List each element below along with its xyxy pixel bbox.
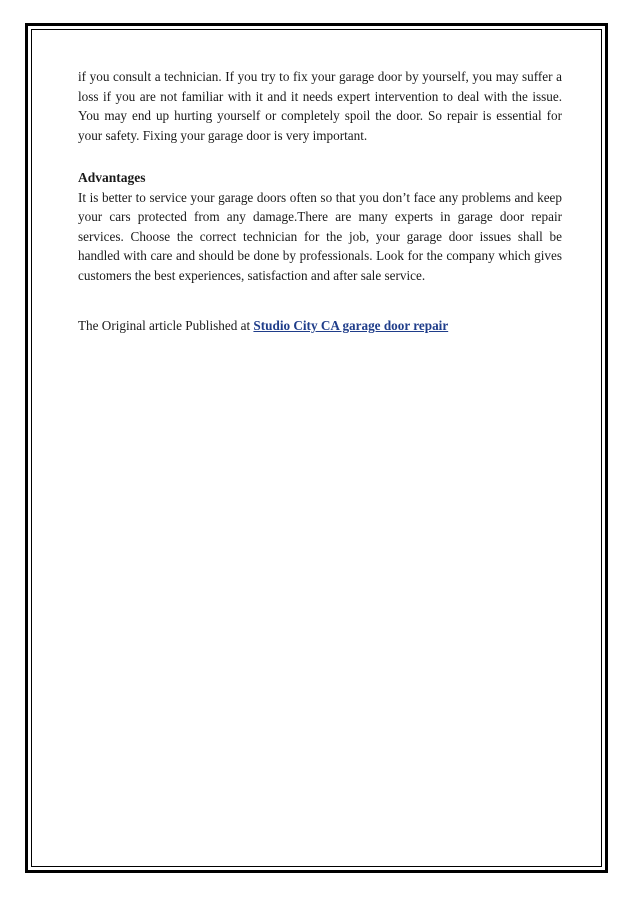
source-line — [78, 316, 562, 336]
advantages-paragraph: It is better to service your garage doors often so that you don’t face any problems and keep your cars protected from any damage.There are many experts in garage door repair services. Choose the correct technician for the job, your garage door issues shall be handled with care and should be done by professionals. Look for the company which gives customers the best experiences, satisfaction and after sale service. — [78, 189, 562, 283]
intro-paragraph: if you consult a technician. If you try to fix your garage door by yourself, you may suffer a loss if you are not familiar with it and it needs expert intervention to deal with the issue. You may end up hurting yourself or completely spoil the door. So repair is essential for your safety. Fixing your garage door is very important. — [78, 69, 562, 143]
document-body — [78, 67, 562, 336]
source-prefix: The Original article Published at — [78, 318, 254, 333]
source-link[interactable]: Studio City CA garage door repair — [253, 318, 449, 333]
advantages-heading: Advantages — [78, 170, 146, 185]
